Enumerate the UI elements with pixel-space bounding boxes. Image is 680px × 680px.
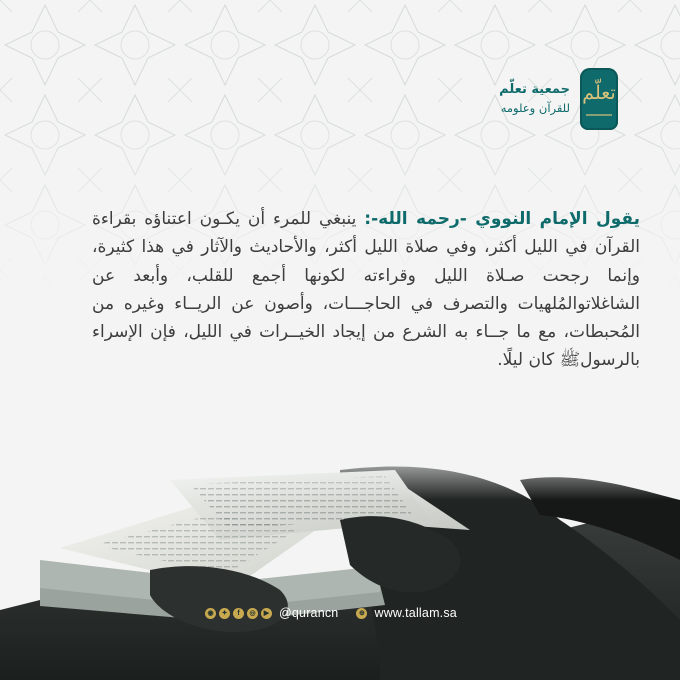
quote-block: [92, 205, 640, 375]
logo-text: تعلّم: [582, 82, 616, 104]
logo-divider: [586, 114, 612, 116]
brand-text: [499, 81, 570, 117]
social-handle[interactable]: @qurancn: [279, 606, 339, 620]
brand-header: [499, 68, 618, 130]
quote-body: ينبغي للمرء أن يكـون اعتناؤه بقراءة القرآن في الليل أكثر، وفي صلاة الليل أكثر، والأحاديث والآثار في هذا كثيرة، وإنما رجحت صـلاة الليل وقراءته لكونها أجمع للقلب، وأبعد عن الشاغلاتوالمُلهيات والتصرف في الحاجـــات، وأصون عن الريــاء وغيره من المُحبطات، مع ما جــاء به الشرع من إيجاد الخيــرات في الليل، فإن الإسراء بالرسولﷺ كان ليلًا.: [92, 209, 640, 371]
footer-contacts: [205, 606, 457, 620]
youtube-icon[interactable]: ▶: [261, 608, 272, 619]
snapchat-icon[interactable]: ◉: [205, 608, 216, 619]
facebook-icon[interactable]: f: [233, 608, 244, 619]
website-group: [356, 606, 456, 620]
instagram-icon[interactable]: ◎: [247, 608, 258, 619]
social-group: [205, 606, 338, 620]
brand-subtitle: للقرآن وعلومه: [500, 101, 570, 116]
brand-name: جمعية تعلّم: [499, 82, 570, 98]
quote-lead: يقول الإمام النووي -رحمه الله-:: [364, 209, 641, 229]
twitter-icon[interactable]: ✦: [219, 608, 230, 619]
brand-logo: [580, 68, 618, 130]
globe-icon: ⊕: [356, 608, 367, 619]
website-link[interactable]: www.tallam.sa: [374, 606, 457, 620]
